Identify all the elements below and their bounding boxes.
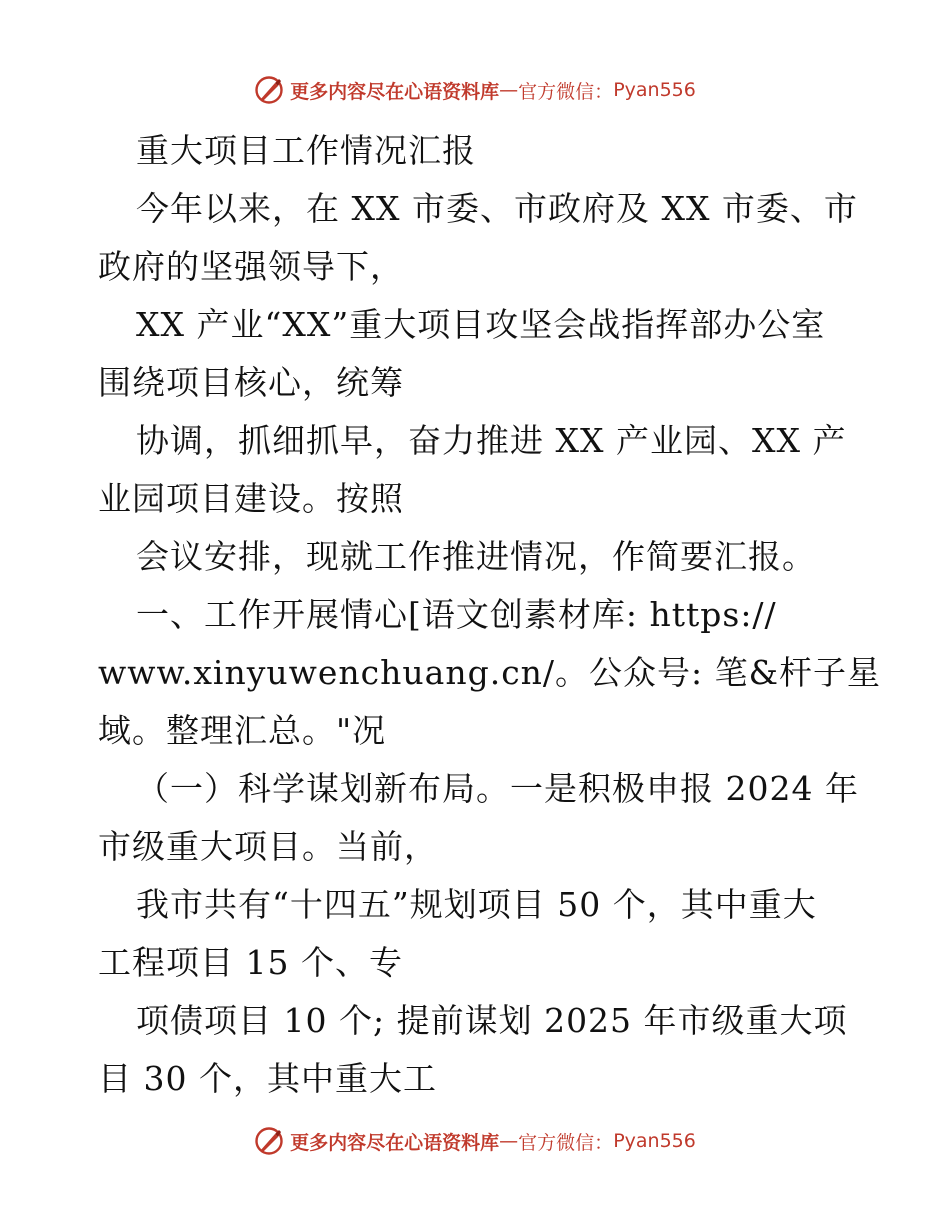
document-title: 重大项目工作情况汇报	[136, 131, 476, 170]
quill-pen-circle-icon	[254, 1126, 284, 1156]
watermark-brand: 更多内容尽在心语资料库	[290, 80, 500, 103]
paragraph-line: 我市共有“十四五”规划项目 50 个，其中重大	[136, 885, 817, 924]
paragraph-line: 项债项目 10 个; 提前谋划 2025 年市级重大项	[136, 1001, 848, 1040]
paragraph-line: 今年以来，在 XX 市委、市政府及 XX 市委、市	[136, 189, 858, 228]
paragraph-line: 域。整理汇总。"况	[98, 711, 387, 750]
paragraph-line: 工程项目 15 个、专	[98, 943, 403, 982]
watermark-wechat-id: Pyan556	[613, 1130, 696, 1152]
watermark-wechat-id: Pyan556	[613, 79, 696, 101]
watermark-official-label: 官方微信：	[518, 1131, 614, 1154]
subsection-line: （一）科学谋划新布局。一是积极申报 2024 年	[136, 769, 859, 808]
paragraph-line: 政府的坚强领导下，	[98, 247, 404, 286]
watermark-official-label: 官方微信：	[518, 80, 614, 103]
paragraph-line: XX 产业“XX”重大项目攻坚会战指挥部办公室	[136, 305, 826, 344]
paragraph-line: 会议安排，现就工作推进情况，作简要汇报。	[136, 537, 816, 576]
document-body	[98, 122, 882, 1108]
watermark-header	[0, 70, 950, 110]
paragraph-line: 业园项目建设。按照	[98, 479, 404, 518]
paragraph-line: 目 30 个，其中重大工	[98, 1059, 437, 1098]
paragraph-line: www.xinyuwenchuang.cn/。公众号: 笔&杆子星	[98, 653, 882, 692]
quill-pen-circle-icon	[254, 75, 284, 105]
watermark-footer	[0, 1121, 950, 1161]
paragraph-line: 市级重大项目。当前，	[98, 827, 438, 866]
watermark-dash: —	[499, 1130, 519, 1152]
section-heading-line: 一、工作开展情心[语文创素材库: https://	[136, 595, 777, 634]
paragraph-line: 围绕项目核心，统筹	[98, 363, 404, 402]
watermark-dash: —	[499, 79, 519, 101]
watermark-brand: 更多内容尽在心语资料库	[290, 1131, 500, 1154]
paragraph-line: 协调，抓细抓早，奋力推进 XX 产业园、XX 产	[136, 421, 847, 460]
